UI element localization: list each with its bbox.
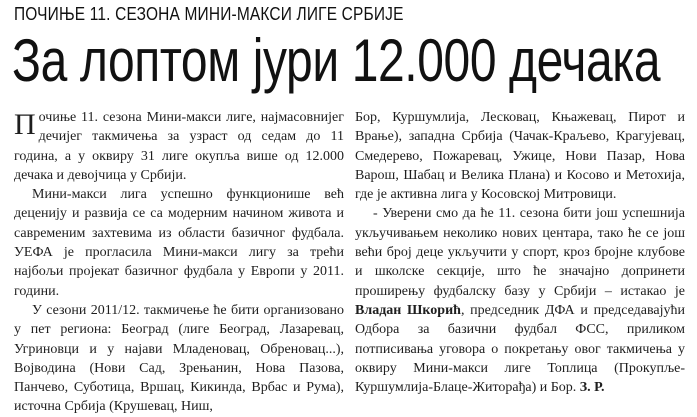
paragraph-quote	[355, 204, 685, 397]
quoted-person-name: Владан Шкорић	[355, 302, 461, 318]
paragraph-regions-continued: Бор, Куршумлија, Лесковац, Књажевац, Пирот и Врање), западна Србија (Чачак-Краљево, Крагујевац, Смедерево, Пожаревац, Ужице, Нови Пазар, Нова Варош, Шабац и Велика Плана) и Косово и Метохија, где је активна лига у Косовској Митровици.	[355, 110, 685, 203]
paragraph-intro-text: очиње 11. сезона Мини-макси лиге, најмасовнијег дечијег такмичења за узраст од седам до 11 година, а у оквиру 31 лиге окупља више од 12.000 дечака и девојчица у Србији.	[14, 110, 344, 183]
paragraph-regions: У сезони 2011/12. такмичење ће бити организовано у пет региона: Београд (лиге Београд, Лазаревац, Угриновци и у најави Младеновац, Обреновац...), Војводина (Нови Сад, Зрењанин, Нова Пазова, Панчево, Суботица, Вршац, Кикинда, Врбас и Рума), источна Србија (Крушевац, Ниш,	[14, 302, 344, 415]
paragraph-intro	[14, 108, 344, 185]
paragraph-league-history: Мини-макси лига успешно функционише већ деценију и развија се са модерним начином живота и савременим захтевима из области базичног фудбала. УЕФА је прогласила Мини-макси лигу за трећи најбољи пројекат базичног фудбала у Европи у 2011. години.	[14, 187, 344, 299]
drop-cap: П	[14, 108, 36, 141]
headline: За лоптом јури 12.000 дечака	[12, 27, 661, 94]
kicker: ПОЧИЊЕ 11. СЕЗОНА МИНИ-МАКСИ ЛИГЕ СРБИЈЕ	[14, 4, 404, 24]
quote-text-end: , председник ДФА и председавајући Одбора за базични фудбал ФСС, приликом потписивања уговора о покретању овог такмичења у оквиру Мини-макси лиге Топлица (Прокупље-Куршумлија-Блаце-Житорађа) и Бор.	[355, 302, 685, 396]
article-column-left	[14, 108, 344, 417]
author-signature: З. Р.	[579, 380, 605, 396]
article-column-right	[355, 108, 685, 397]
quote-text: - Уверени смо да ће 11. сезона бити још успешнија укључивањем неколико нових центара, тако ће се још већи број деце укључити у спорт, кроз бројне клубове и школске секције, што ће значајно допринети проширењу фудбалску базу у Србији – истакао је	[355, 206, 685, 299]
